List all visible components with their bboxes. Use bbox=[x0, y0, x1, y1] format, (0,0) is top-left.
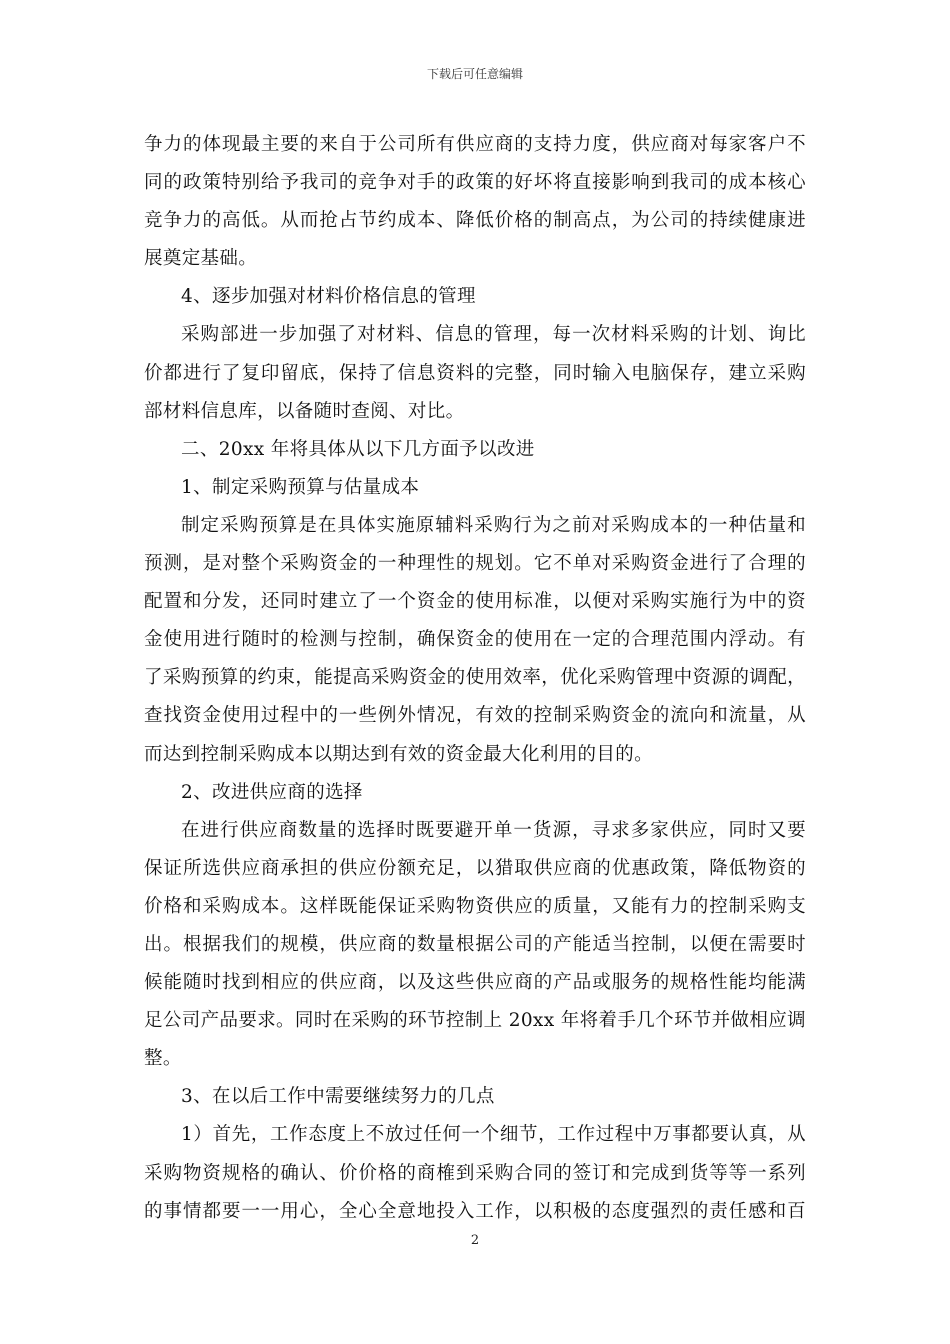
text-line: 了采购预算的约束，能提高采购资金的使用效率，优化采购管理中资源的调配， bbox=[144, 667, 806, 689]
document-body bbox=[144, 126, 806, 1231]
text-line: 金使用进行随时的检测与控制，确保资金的使用在一定的合理范围内浮动。有 bbox=[144, 629, 806, 651]
text-line: 竞争力的高低。从而抢占节约成本、降低价格的制高点，为公司的持续健康进 bbox=[144, 210, 806, 232]
text-line: 足公司产品要求。同时在采购的环节控制上 20xx 年将着手几个环节并做相应调 bbox=[144, 1010, 806, 1032]
page-header: 下载后可任意编辑 bbox=[426, 67, 523, 81]
text-line: 在进行供应商数量的选择时既要避开单一货源，寻求多家供应，同时又要 bbox=[181, 819, 806, 841]
text-line: 3、在以后工作中需要继续努力的几点 bbox=[181, 1086, 495, 1108]
text-line: 1、制定采购预算与估量成本 bbox=[181, 476, 420, 498]
text-line: 查找资金使用过程中的一些例外情况，有效的控制采购资金的流向和流量，从 bbox=[144, 705, 806, 727]
text-line: 价格和采购成本。这样既能保证采购物资供应的质量，又能有力的控制采购支 bbox=[144, 895, 806, 917]
text-line: 争力的体现最主要的来自于公司所有供应商的支持力度，供应商对每家客户不 bbox=[144, 134, 806, 155]
text-line: 整。 bbox=[144, 1048, 182, 1070]
text-line: 4、逐步加强对材料价格信息的管理 bbox=[181, 286, 476, 308]
text-line: 出。根据我们的规模，供应商的数量根据公司的产能适当控制，以便在需要时 bbox=[144, 933, 806, 955]
text-line: 2、改进供应商的选择 bbox=[181, 781, 363, 803]
text-line: 1）首先，工作态度上不放过任何一个细节，工作过程中万事都要认真，从 bbox=[181, 1124, 806, 1146]
text-line: 价都进行了复印留底，保持了信息资料的完整，同时输入电脑保存，建立采购 bbox=[144, 362, 806, 384]
page-number: 2 bbox=[470, 1233, 480, 1248]
text-line: 采购部进一步加强了对材料、信息的管理，每一次材料采购的计划、询比 bbox=[181, 324, 806, 346]
text-line: 制定采购预算是在具体实施原辅料采购行为之前对采购成本的一种估量和 bbox=[181, 514, 806, 536]
text-line: 的事情都要一一用心，全心全意地投入工作，以积极的态度强烈的责任感和百 bbox=[144, 1200, 806, 1222]
text-line: 保证所选供应商承担的供应份额充足，以猎取供应商的优惠政策，降低物资的 bbox=[144, 857, 806, 879]
text-line: 部材料信息库，以备随时查阅、对比。 bbox=[144, 400, 465, 422]
text-line: 同的政策特别给予我司的竞争对手的政策的好坏将直接影响到我司的成本核心 bbox=[144, 172, 806, 194]
text-line: 而达到控制采购成本以期达到有效的资金最大化利用的目的。 bbox=[144, 743, 653, 765]
text-line: 二、20xx 年将具体从以下几方面予以改进 bbox=[181, 438, 535, 460]
text-line: 采购物资规格的确认、价价格的商榷到采购合同的签订和完成到货等等一系列 bbox=[144, 1162, 806, 1184]
text-line: 预测，是对整个采购资金的一种理性的规划。它不单对采购资金进行了合理的 bbox=[144, 553, 806, 575]
text-line: 配置和分发，还同时建立了一个资金的使用标准，以便对采购实施行为中的资 bbox=[144, 591, 806, 613]
text-line: 候能随时找到相应的供应商，以及这些供应商的产品或服务的规格性能均能满 bbox=[144, 972, 806, 994]
text-line: 展奠定基础。 bbox=[144, 248, 258, 270]
